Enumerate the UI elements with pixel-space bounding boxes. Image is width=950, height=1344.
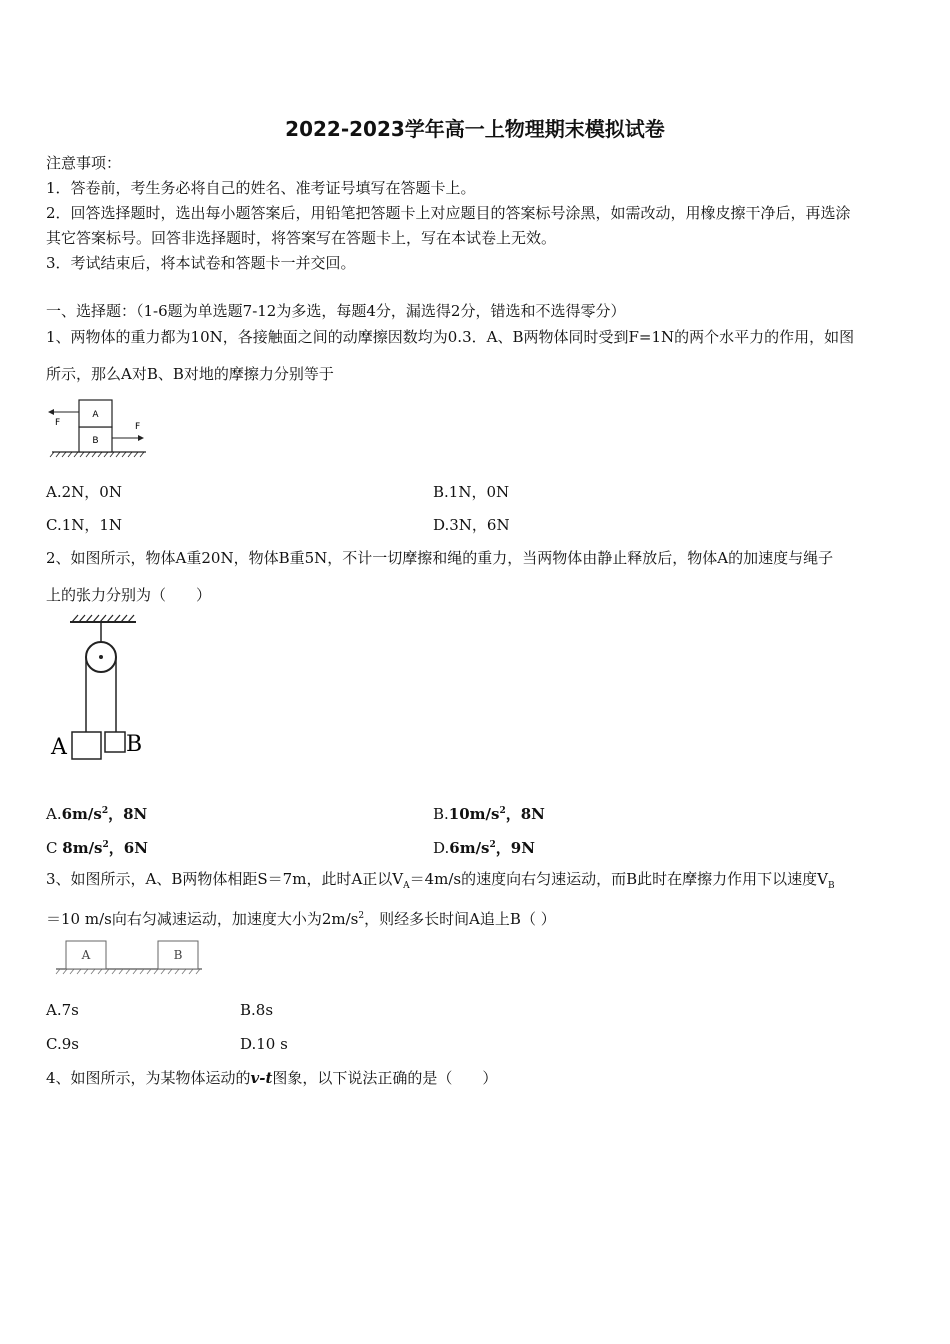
q1-fig-label-f-left: F [55,418,61,428]
q1-text-line2: 所示，那么A对B、B对地的摩擦力分别等于 [46,365,334,383]
q4-text: 4、如图所示，为某物体运动的v-t图象，以下说法正确的是（ ） [46,1069,498,1087]
q2-pulley-figure [46,612,156,768]
q1-option-b: B.1N，0N [433,483,510,501]
q3-option-d: D.10 s [240,1035,288,1053]
q2-option-b: $B.10m/s^2$，8N [433,805,545,823]
q2-fig-label-a: A [51,735,67,760]
q3-text-line1: 3、如图所示，A、B两物体相距S＝7m，此时A正以$V_A=4m/s$的速度向右匀速运动，而B此时在摩擦力作用下以速度$V_B$ [46,870,835,891]
q1-fig-label-a: A [92,410,99,420]
q1-text-line1: 1、两物体的重力都为10N，各接触面之间的动摩擦因数均为0.3．A、B两物体同时受到F=1N的两个水平力的作用，如图 [46,328,855,346]
q1-fig-label-b: B [92,436,99,446]
q2-option-d: $D.6m/s^2$，9N [433,839,535,857]
q1-option-c: C.1N，1N [46,516,123,534]
q2-text-line1: 2、如图所示，物体A重20N，物体B重5N，不计一切摩擦和绳的重力，当两物体由静止释放后，物体A的加速度与绳子 [46,549,834,567]
note-item-2: 2．回答选择题时，选出每小题答案后，用铅笔把答题卡上对应题目的答案标号涂黑，如需改动，用橡皮擦干净后，再选涂 [46,204,851,222]
notes-heading: 注意事项： [46,154,122,172]
note-item-3: 3．考试结束后，将本试卷和答题卡一并交回。 [46,254,356,272]
q2-option-a: $A.6m/s^2$，8N [46,805,148,823]
q2-text-line2: 上的张力分别为（ ） [46,586,212,604]
q1-figure [46,396,150,462]
q2-fig-label-b: B [126,732,143,757]
q3-option-a: A.7s [46,1001,79,1019]
q3-option-c: C.9s [46,1035,79,1053]
q1-fig-label-f-right: F [135,422,141,432]
q1-option-a: A.2N，0N [46,483,122,501]
q3-fig-label-b: B [173,948,183,962]
q1-option-d: D.3N，6N [433,516,510,534]
note-item-2-cont: 其它答案标号。回答非选择题时，将答案写在答题卡上，写在本试卷上无效。 [46,229,557,247]
section-heading: 一、选择题：（1-6题为单选题7-12为多选，每题4分，漏选得2分，错选和不选得零分） [46,302,626,320]
q3-option-b: B.8s [240,1001,274,1019]
q3-fig-label-a: A [81,948,91,962]
q3-figure [54,938,206,978]
q3-text-line2: ＝10 m/s向右匀减速运动，加速度大小为$2m/s^2$，则经多长时间A追上B（ ） [46,910,556,928]
note-item-1: 1．答卷前，考生务必将自己的姓名、准考证号填写在答题卡上。 [46,179,476,197]
page-title: 2022-2023学年高一上物理期末模拟试卷 [285,117,665,141]
q2-option-c: C $8m/s^2$，6N [46,839,148,857]
